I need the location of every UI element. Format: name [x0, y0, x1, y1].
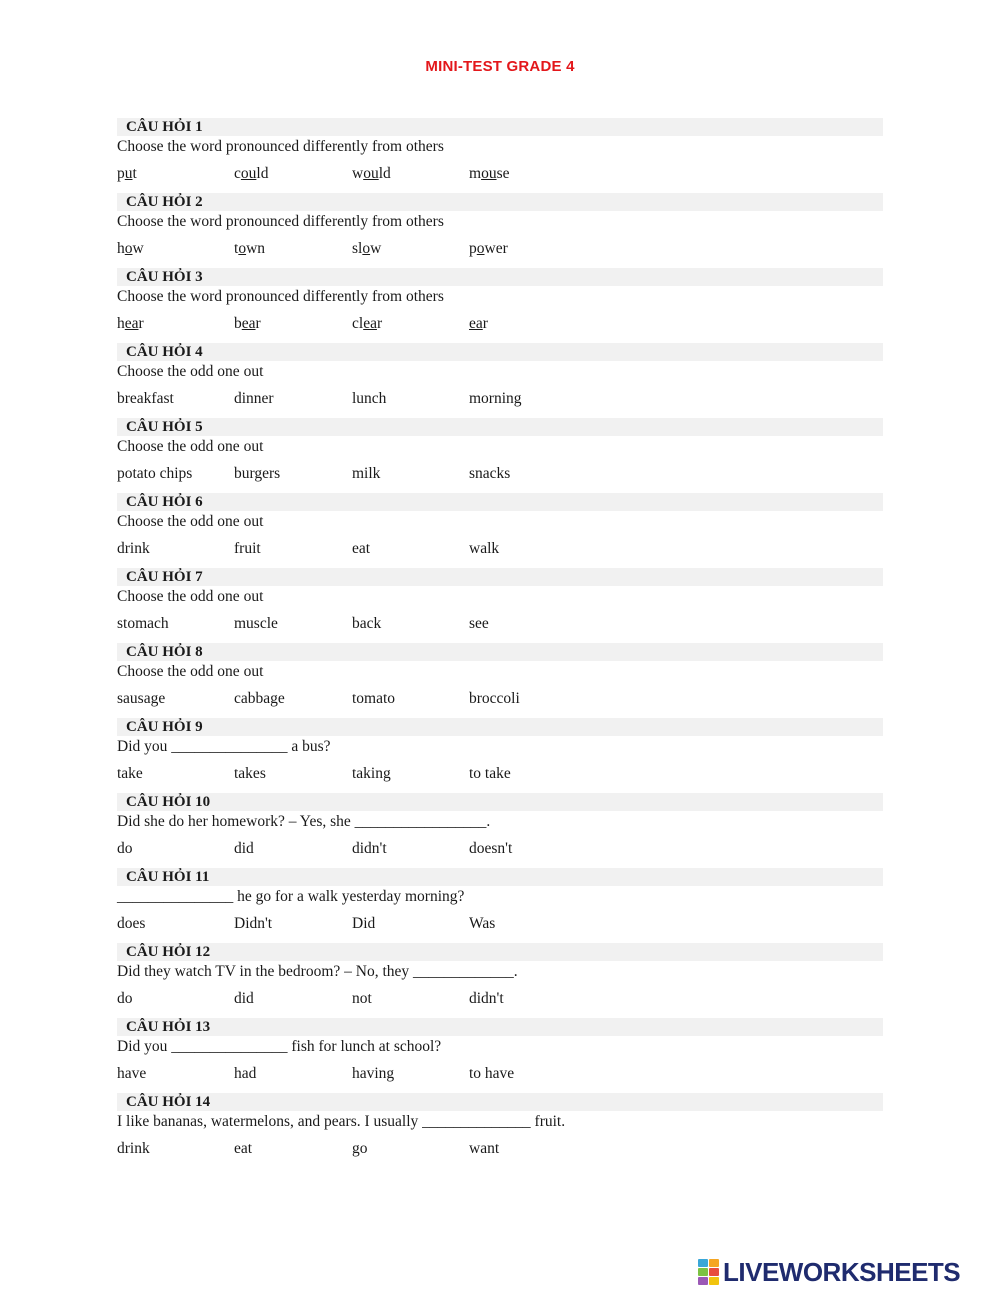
option-text: cabbage	[234, 690, 285, 707]
option-text: had	[234, 1065, 257, 1082]
answer-option[interactable]	[234, 1064, 256, 1084]
option-text: did	[234, 840, 254, 857]
question-block	[117, 718, 883, 793]
answer-option[interactable]	[469, 914, 495, 934]
option-text: r	[376, 315, 383, 332]
option-text: m	[469, 165, 482, 182]
question-list	[117, 118, 883, 1168]
question-block	[117, 793, 883, 868]
question-prompt: Choose the odd one out	[117, 438, 264, 455]
option-text: r	[255, 315, 261, 332]
question-block	[117, 193, 883, 268]
answer-option[interactable]	[117, 389, 174, 409]
question-prompt: Did you _______________ a bus?	[117, 738, 331, 755]
answer-option[interactable]	[117, 764, 143, 784]
option-text: not	[352, 990, 372, 1007]
option-text: back	[352, 615, 382, 632]
answer-option[interactable]	[234, 914, 272, 934]
logo-square	[709, 1259, 719, 1267]
answer-options	[117, 1064, 883, 1084]
option-text: p	[469, 240, 477, 257]
option-text: sl	[352, 240, 363, 257]
underlined-letters: ou	[481, 165, 497, 182]
answer-option[interactable]	[352, 164, 391, 184]
underlined-letters: o	[362, 240, 371, 257]
question-prompt: Did they watch TV in the bedroom? – No, they _____________.	[117, 963, 518, 980]
question-header: CÂU HỎI 5	[117, 418, 883, 436]
option-text: do	[117, 840, 133, 857]
option-text: having	[352, 1065, 395, 1082]
question-prompt: Choose the odd one out	[117, 363, 264, 380]
answer-option[interactable]	[117, 164, 137, 184]
answer-option[interactable]	[352, 239, 381, 259]
question-block	[117, 418, 883, 493]
question-block	[117, 1018, 883, 1093]
option-text: takes	[234, 765, 266, 782]
question-header: CÂU HỎI 11	[117, 868, 883, 886]
answer-option[interactable]	[469, 614, 489, 634]
question-header: CÂU HỎI 13	[117, 1018, 883, 1036]
question-prompt: Did she do her homework? – Yes, she _________________.	[117, 813, 491, 830]
answer-option[interactable]	[234, 539, 261, 559]
question-prompt: Choose the odd one out	[117, 663, 264, 680]
option-text: tomato	[352, 690, 396, 707]
underlined-letters: ea	[469, 315, 483, 332]
question-header: CÂU HỎI 4	[117, 343, 883, 361]
option-text: p	[117, 165, 125, 182]
answer-option[interactable]	[352, 314, 382, 334]
option-text: t	[234, 240, 239, 257]
option-text: eat	[352, 540, 371, 557]
answer-option[interactable]	[469, 1064, 514, 1084]
answer-option[interactable]	[117, 314, 144, 334]
option-text: have	[117, 1065, 147, 1082]
answer-option[interactable]	[234, 764, 266, 784]
option-text: cl	[352, 315, 364, 332]
option-text: sausage	[117, 690, 166, 707]
underlined-letters: o	[476, 240, 485, 257]
question-header: CÂU HỎI 14	[117, 1093, 883, 1111]
underlined-letters: o	[124, 240, 133, 257]
answer-option[interactable]	[234, 464, 280, 484]
option-text: se	[496, 165, 510, 182]
answer-option[interactable]	[352, 464, 380, 484]
option-text: b	[234, 315, 242, 332]
option-text: w	[132, 240, 144, 257]
option-text: muscle	[234, 615, 278, 632]
option-text: r	[482, 315, 488, 332]
answer-option[interactable]	[234, 239, 265, 259]
option-text: taking	[352, 765, 391, 782]
question-block	[117, 868, 883, 943]
answer-option[interactable]	[469, 764, 511, 784]
answer-option[interactable]	[234, 689, 285, 709]
answer-options	[117, 239, 883, 259]
answer-options	[117, 1139, 883, 1159]
underlined-letters: ea	[241, 315, 256, 332]
answer-options	[117, 539, 883, 559]
option-text: t	[132, 165, 137, 182]
option-text: did	[234, 990, 254, 1007]
logo-square	[709, 1268, 719, 1276]
option-text: does	[117, 915, 146, 932]
page-title: MINI-TEST GRADE 4	[425, 58, 575, 75]
answer-option[interactable]	[117, 914, 145, 934]
answer-options	[117, 614, 883, 634]
answer-option[interactable]	[117, 1064, 146, 1084]
option-text: want	[469, 1140, 500, 1157]
answer-option[interactable]	[469, 1139, 499, 1159]
question-prompt: _______________ he go for a walk yesterday morning?	[117, 888, 465, 905]
answer-option[interactable]	[469, 689, 520, 709]
option-text: morning	[469, 390, 522, 407]
option-text: doesn't	[469, 840, 513, 857]
answer-options	[117, 164, 883, 184]
question-prompt: Choose the word pronounced differently from others	[117, 138, 444, 155]
option-text: r	[138, 315, 144, 332]
question-prompt: Choose the odd one out	[117, 588, 264, 605]
option-text: h	[117, 315, 125, 332]
answer-option[interactable]	[234, 389, 274, 409]
answer-option[interactable]	[117, 239, 144, 259]
question-prompt: I like bananas, watermelons, and pears. I usually ______________ fruit.	[117, 1113, 566, 1130]
logo-square	[698, 1277, 708, 1285]
answer-option[interactable]	[117, 1139, 150, 1159]
brand-name: LIVEWORKSHEETS	[723, 1257, 961, 1287]
option-text: c	[234, 165, 241, 182]
underlined-letters: ea	[124, 315, 139, 332]
question-header: CÂU HỎI 10	[117, 793, 883, 811]
logo-square	[698, 1268, 708, 1276]
question-block	[117, 343, 883, 418]
answer-options	[117, 314, 883, 334]
question-header: CÂU HỎI 2	[117, 193, 883, 211]
brand-logo	[698, 1257, 994, 1287]
question-block	[117, 118, 883, 193]
question-block	[117, 268, 883, 343]
option-text: stomach	[117, 615, 169, 632]
option-text: to take	[469, 765, 511, 782]
option-text: burgers	[234, 465, 281, 482]
answer-option[interactable]	[234, 839, 254, 859]
answer-option[interactable]	[469, 464, 510, 484]
option-text: h	[117, 240, 125, 257]
answer-option[interactable]	[469, 164, 509, 184]
answer-option[interactable]	[352, 1064, 394, 1084]
answer-option[interactable]	[117, 614, 169, 634]
option-text: lunch	[352, 390, 387, 407]
question-block	[117, 493, 883, 568]
answer-options	[117, 989, 883, 1009]
option-text: Did	[352, 915, 376, 932]
question-header: CÂU HỎI 9	[117, 718, 883, 736]
option-text: drink	[117, 1140, 150, 1157]
answer-options	[117, 839, 883, 859]
question-header: CÂU HỎI 7	[117, 568, 883, 586]
question-header: CÂU HỎI 12	[117, 943, 883, 961]
option-text: take	[117, 765, 143, 782]
question-block	[117, 1093, 883, 1168]
answer-option[interactable]	[117, 464, 192, 484]
answer-option[interactable]	[352, 1139, 368, 1159]
question-block	[117, 568, 883, 643]
option-text: Was	[469, 915, 496, 932]
question-prompt: Did you _______________ fish for lunch at school?	[117, 1038, 442, 1055]
answer-option[interactable]	[469, 839, 512, 859]
answer-option[interactable]	[352, 914, 375, 934]
option-text: walk	[469, 540, 500, 557]
option-text: wer	[484, 240, 508, 257]
question-header: CÂU HỎI 8	[117, 643, 883, 661]
answer-option[interactable]	[234, 1139, 252, 1159]
answer-option[interactable]	[352, 539, 370, 559]
option-text: w	[370, 240, 382, 257]
option-text: to have	[469, 1065, 515, 1082]
underlined-letters: ea	[363, 315, 377, 332]
option-text: broccoli	[469, 690, 520, 707]
option-text: w	[352, 165, 364, 182]
answer-option[interactable]	[469, 389, 522, 409]
option-text: go	[352, 1140, 368, 1157]
answer-option[interactable]	[469, 314, 488, 334]
option-text: eat	[234, 1140, 253, 1157]
underlined-letters: u	[124, 165, 133, 182]
answer-option[interactable]	[234, 164, 268, 184]
option-text: see	[469, 615, 489, 632]
option-text: drink	[117, 540, 150, 557]
liveworksheets-logo-icon	[698, 1259, 720, 1285]
answer-option[interactable]	[469, 239, 508, 259]
question-header: CÂU HỎI 3	[117, 268, 883, 286]
option-text: didn't	[352, 840, 387, 857]
question-prompt: Choose the word pronounced differently from others	[117, 213, 444, 230]
question-header: CÂU HỎI 6	[117, 493, 883, 511]
question-block	[117, 643, 883, 718]
answer-options	[117, 389, 883, 409]
option-text: Didn't	[234, 915, 273, 932]
question-prompt: Choose the word pronounced differently from others	[117, 288, 444, 305]
answer-options	[117, 914, 883, 934]
option-text: milk	[352, 465, 381, 482]
answer-options	[117, 764, 883, 784]
underlined-letters: o	[238, 240, 247, 257]
answer-option[interactable]	[117, 839, 133, 859]
question-block	[117, 943, 883, 1018]
answer-option[interactable]	[117, 989, 133, 1009]
option-text: wn	[246, 240, 266, 257]
option-text: breakfast	[117, 390, 174, 407]
option-text: snacks	[469, 465, 511, 482]
underlined-letters: ou	[363, 165, 379, 182]
option-text: potato chips	[117, 465, 193, 482]
answer-option[interactable]	[352, 764, 391, 784]
answer-option[interactable]	[469, 989, 504, 1009]
answer-option[interactable]	[234, 614, 278, 634]
answer-option[interactable]	[352, 989, 372, 1009]
answer-option[interactable]	[117, 689, 165, 709]
answer-option[interactable]	[234, 314, 261, 334]
option-text: ld	[378, 165, 391, 182]
underlined-letters: ou	[240, 165, 257, 182]
logo-square	[698, 1259, 708, 1267]
logo-square	[709, 1277, 719, 1285]
option-text: fruit	[234, 540, 261, 557]
answer-option[interactable]	[352, 689, 395, 709]
question-header: CÂU HỎI 1	[117, 118, 883, 136]
answer-option[interactable]	[352, 839, 387, 859]
question-prompt: Choose the odd one out	[117, 513, 264, 530]
option-text: didn't	[469, 990, 504, 1007]
answer-options	[117, 464, 883, 484]
option-text: dinner	[234, 390, 274, 407]
option-text: do	[117, 990, 133, 1007]
answer-options	[117, 689, 883, 709]
answer-option[interactable]	[352, 389, 386, 409]
answer-option[interactable]	[234, 989, 254, 1009]
answer-option[interactable]	[352, 614, 381, 634]
option-text: ld	[256, 165, 269, 182]
answer-option[interactable]	[117, 539, 150, 559]
answer-option[interactable]	[469, 539, 499, 559]
